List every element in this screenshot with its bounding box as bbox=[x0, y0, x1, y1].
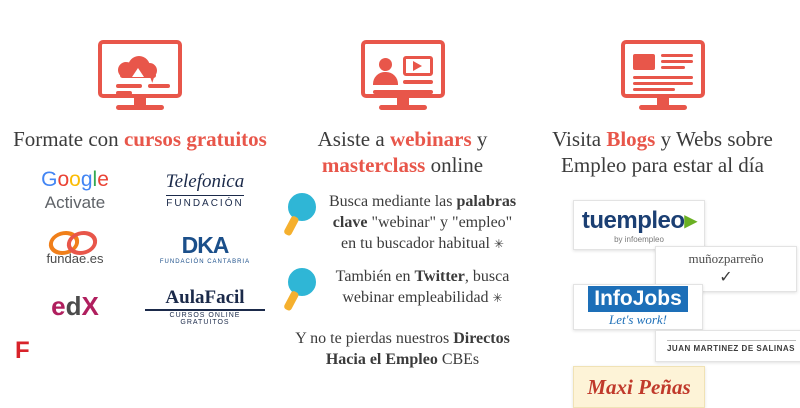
google-wordmark: Google bbox=[41, 167, 109, 191]
sparkle-icon: ✳ bbox=[493, 237, 504, 252]
fundacion-label: FUNDACIÓN bbox=[166, 195, 243, 209]
closing-highlight: Directos Hacia el Empleo bbox=[325, 330, 510, 369]
heading-text-1: Formate con bbox=[13, 127, 124, 151]
heading-text-3: online bbox=[425, 153, 484, 178]
heading-accent-1: cursos bbox=[123, 127, 182, 151]
monitor-blog-layout-icon bbox=[525, 32, 800, 112]
infojobs-slogan: Let's work! bbox=[608, 312, 668, 327]
bullet-text-1 bbox=[326, 191, 519, 254]
aulafacil-logo[interactable] bbox=[145, 284, 265, 328]
aulafacil-sublabel: CURSOS ONLINE GRATUITOS bbox=[145, 309, 265, 326]
bullet-2-keyword: Twitter bbox=[414, 268, 465, 286]
heading-accent-1: Blogs bbox=[606, 127, 656, 151]
presenter-icon bbox=[379, 58, 392, 71]
magnifier-icon bbox=[286, 268, 326, 314]
maxi-penas-wordmark: Maxi Peñas bbox=[587, 374, 691, 399]
tuempleo-card[interactable] bbox=[573, 200, 705, 250]
dka-sublabel: FUNDACIÓN CANTABRIA bbox=[159, 258, 251, 265]
juan-martinez-salinas-card[interactable] bbox=[655, 330, 800, 362]
check-icon: ✓ bbox=[719, 269, 733, 286]
partial-logo-mark: F bbox=[15, 337, 30, 365]
heading-accent-1: webinars bbox=[389, 127, 472, 151]
google-activate-label: Activate bbox=[44, 192, 106, 212]
magnifier-icon bbox=[286, 193, 326, 239]
list-item bbox=[286, 266, 519, 314]
bullet-1-seg-1: Busca mediante las bbox=[328, 192, 457, 210]
dka-wordmark: DKA bbox=[181, 231, 229, 258]
column-cursos-heading bbox=[10, 126, 270, 152]
fundae-mark-icon bbox=[49, 231, 101, 249]
heading-accent-2: masterclass bbox=[321, 153, 426, 178]
bullet-text-2 bbox=[326, 266, 519, 308]
course-logo-grid bbox=[15, 167, 265, 365]
bullet-1-seg-3: "webinar" y "empleo" en tu buscador habitual bbox=[341, 214, 513, 253]
closing-seg-1: Y no te pierdas nuestros bbox=[295, 330, 454, 348]
sparkle-icon: ✳ bbox=[492, 291, 503, 306]
tuempleo-sublabel: by infoempleo bbox=[614, 235, 664, 244]
partial-logo-bottom[interactable] bbox=[15, 337, 135, 365]
monitor-webinar-presenter-icon bbox=[280, 32, 525, 112]
column-blogs-heading bbox=[535, 126, 790, 179]
heading-text-1: Visita bbox=[552, 127, 607, 151]
bullet-1-keyword: palabras clave bbox=[332, 192, 517, 232]
tuempleo-wordmark: tuempleo▸ bbox=[581, 207, 697, 234]
telefonica-wordmark: Telefonica bbox=[165, 171, 245, 193]
closing-seg-3: CBEs bbox=[437, 351, 480, 369]
aulafacil-wordmark: AulaFacil bbox=[165, 286, 245, 308]
heading-text-2: y bbox=[471, 127, 488, 151]
google-activate-logo[interactable] bbox=[15, 168, 135, 212]
column-webinars-heading bbox=[290, 126, 515, 179]
heading-text-2: y Webs sobre Empleo para estar al día bbox=[561, 127, 773, 178]
column-blogs bbox=[525, 0, 800, 400]
heading-text-1: Asiste a bbox=[317, 127, 390, 151]
upload-arrow-icon bbox=[132, 68, 144, 77]
telefonica-fundacion-logo[interactable] bbox=[145, 168, 265, 212]
infojobs-card[interactable] bbox=[573, 284, 703, 330]
monitor-cloud-upload-icon bbox=[0, 32, 280, 112]
dka-logo[interactable] bbox=[145, 226, 265, 270]
column-webinars bbox=[280, 0, 525, 400]
edx-wordmark: edX bbox=[51, 290, 99, 321]
edx-logo[interactable] bbox=[15, 284, 135, 328]
list-item bbox=[286, 191, 519, 254]
munozparreno-wordmark: muñozparreño bbox=[688, 251, 764, 266]
maxi-penas-card[interactable] bbox=[573, 366, 705, 408]
juan-martinez-salinas-wordmark: JUAN MARTINEZ DE SALINAS bbox=[666, 343, 795, 353]
fundae-label: fundae.es bbox=[46, 250, 104, 266]
infojobs-wordmark: InfoJobs bbox=[588, 286, 688, 312]
bullet-2-seg-1: También en bbox=[335, 268, 415, 286]
closing-note bbox=[286, 328, 519, 370]
fundae-logo[interactable] bbox=[15, 226, 135, 270]
column-cursos bbox=[0, 0, 280, 400]
bullet-2-seg-3: , busca webinar empleabilidad bbox=[342, 268, 510, 307]
heading-accent-2: gratuitos bbox=[181, 127, 267, 151]
